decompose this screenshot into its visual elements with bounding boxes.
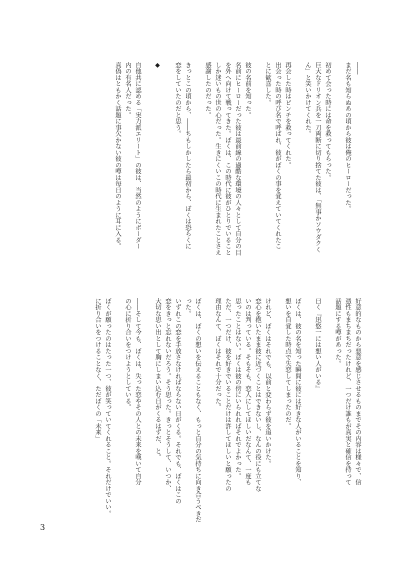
text-line: ◆ — [154, 62, 161, 70]
text-line: いずれこの恋を手放さなければならない日がくる。それでも、ぼくはこの — [174, 298, 181, 505]
text-line: きっとこの頃から、――ちもしかしたら最初から、ぼくは恐らくに — [184, 62, 191, 250]
text-line: 話題にする噂があった。 — [334, 298, 341, 367]
text-line: 名前にヒーローだった彼は最前線の過酷な環境の人々として自分の目 — [234, 62, 241, 256]
text-line — [142, 298, 152, 523]
text-line — [272, 298, 282, 523]
text-line: ―― — [354, 62, 361, 75]
text-line: ぼくが願ったのはたった一つ、彼が笑っていてくれること。それだけでいい。 — [104, 298, 111, 517]
text-line: 曰く『迅悠一には想い人がいる』 — [314, 298, 321, 392]
text-line: いのは判っている。そもそも、恋人にしてほしいだなんて、一度も — [244, 298, 251, 486]
text-line: 真偽はともかく話題に事欠かない彼の噂は毎日のように耳に入る。 — [114, 62, 121, 250]
text-line: 憑性もまちまちだったけれど、一つだけ誰もが真実と確信を持って — [344, 298, 351, 486]
text-line: まだ名も知らぬあの頃から彼は俺のヒーローだった。 — [344, 62, 351, 212]
text-line — [112, 298, 122, 523]
text-line: 恋をきっと忘れないだろう。そう思った。きっとそうして、いつか、 — [164, 298, 171, 492]
text-line: 自他共に認める「実力派エリート」の彼は、当然のようにボーダー — [134, 62, 141, 250]
text-line: 恋をしていたのだと思う。 — [174, 62, 181, 137]
text-line: 理由なんて、ぼくはそれで十分だった。 — [214, 298, 221, 411]
text-line: とに歓喜した。 — [264, 62, 271, 106]
text-line: 思ったことはない。ぼくは彼の傍にいられればそれでよかった。 — [234, 298, 241, 480]
text-line — [302, 298, 312, 523]
text-line: ん」と笑いかけてくれた。 — [304, 62, 311, 137]
text-line: 初めて会った時には命を救ってもらった。 — [324, 62, 331, 181]
text-line: 好意的なものから悪意を感じさせるものまでその内容は様々で、信 — [354, 298, 361, 486]
text-line: を外へ向けて戦ってきた。ぼくは、この時代に彼がひとりでいること — [224, 62, 231, 256]
text-line — [162, 62, 172, 280]
text-line: 大切な思い出として胸にしまい込む日がくるはずだ、と。 — [154, 298, 161, 461]
text-line: 内の有名人だった。 — [124, 62, 131, 119]
page-number: 3 — [40, 523, 46, 532]
text-line — [322, 298, 332, 523]
text-line — [192, 62, 202, 280]
text-line: の心に折り合いをつけようとしている。 — [124, 298, 131, 411]
text-line — [202, 298, 212, 523]
text-line: 恋心を抱いたまま彼に近づくことはできないし、なんの役にも立てな — [254, 298, 261, 492]
text-line: 出会った時の呼び名で呼ばれ、彼がぼくの事を覚えていてくれたこ — [274, 62, 281, 250]
text-line: 巨大なドリオン兵を一刀両断に切り捨てた彼は、「無事かソウダクく — [314, 62, 321, 253]
text-line: 再会した時はピンチを救ってくれた。 — [284, 62, 291, 169]
text-line: ただ、一つだけ、彼を好きでいることだけは許してほしいと願ったの — [224, 298, 231, 492]
text-line: 想いを自覚した時点で失恋してしまったのだ。 — [284, 298, 291, 430]
text-line — [142, 62, 152, 280]
text-line: 感謝したのだった。 — [204, 62, 211, 119]
lower-text-block — [24, 298, 362, 523]
text-line: に折り合いをつけることなく、ただぼくの「未来」 — [94, 298, 101, 442]
text-line: 彼の名前を知った。 — [244, 62, 251, 119]
text-line — [252, 62, 262, 280]
upper-text-block — [24, 62, 362, 280]
text-line — [292, 62, 302, 280]
text-line: ぼくは、彼の名を知った瞬間に彼には好きな人がいることを知り、 — [294, 298, 301, 486]
text-line: ――そして今も、ぼくは、失った恋やその人との未来を嘆いて自分 — [134, 298, 141, 486]
text-line: ぼくは、ぼくの想いを伝えることもなく、もっと自分の気持ちに向き合うべきだった。 — [184, 298, 201, 523]
text-line: しか迷いもの世の心だった。生きにくいこの時代に生まれたことさえ — [214, 62, 221, 256]
text-line: けれど、ぼくはそれでも、以前と変わらず彼を追いかけた。 — [264, 298, 271, 467]
text-line — [332, 62, 342, 280]
